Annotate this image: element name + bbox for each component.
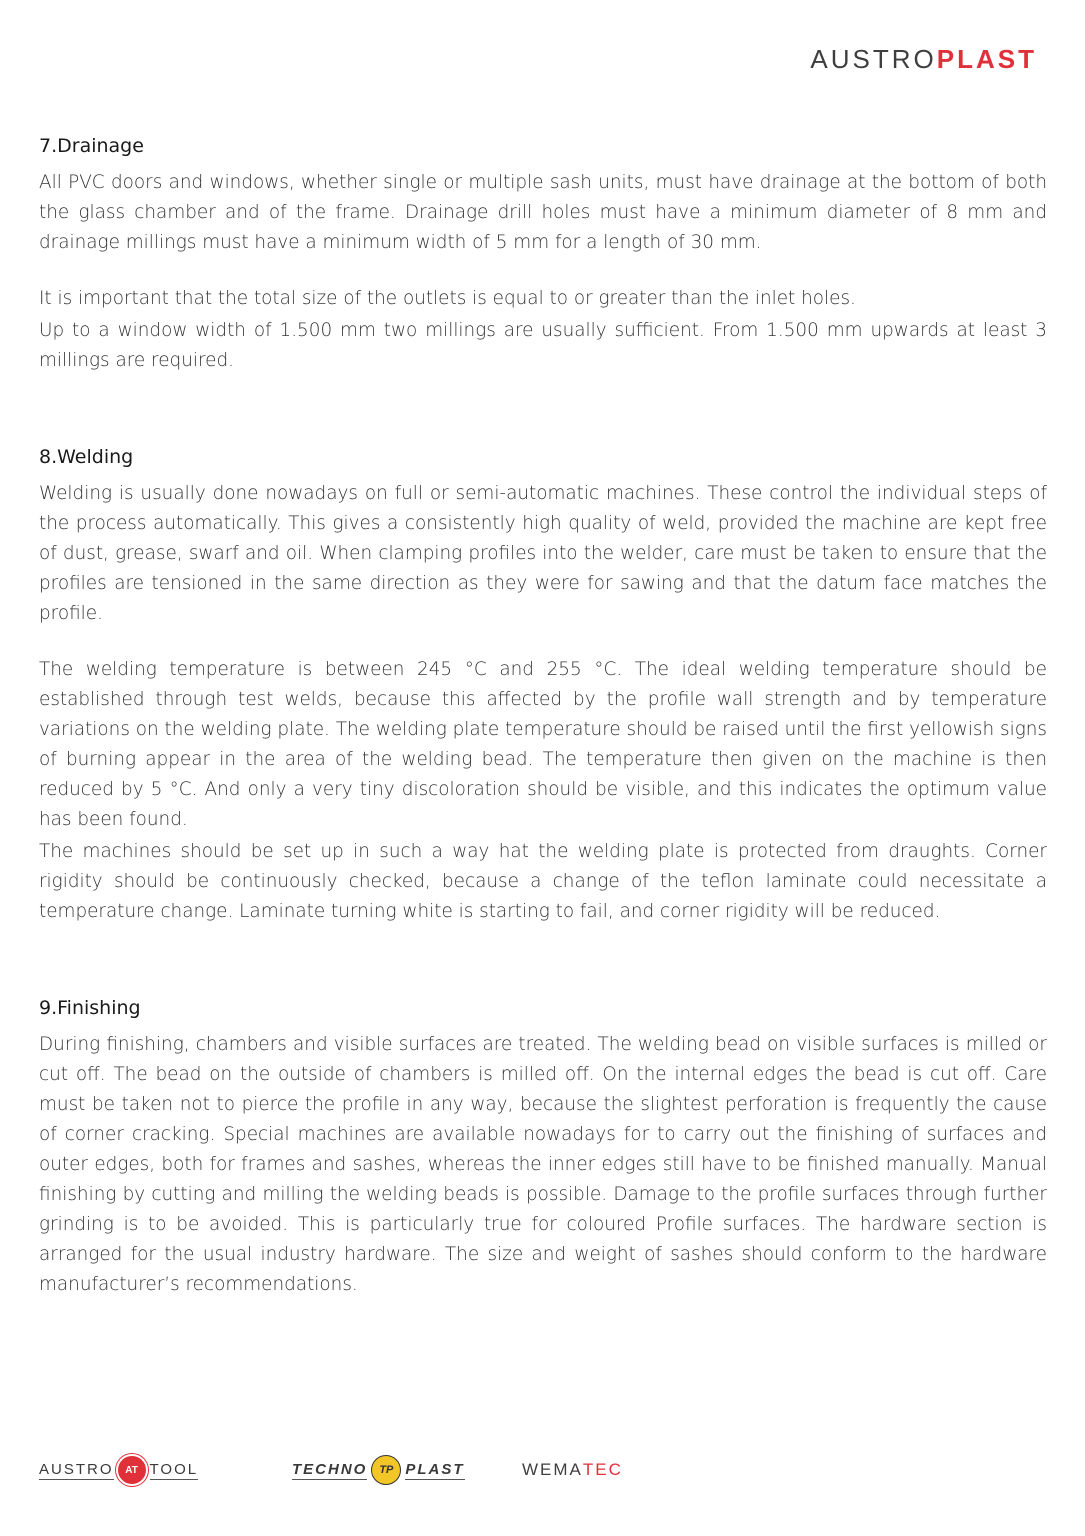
paragraph: The machines should be set up in such a way hat the welding plate is protected from draughts. Corner rigidity should be continuously checked, because a change of the teflon laminate could necessitate a temperature change. Laminate turning white is starting to fail, and corner rigidity will be reduced.: [39, 841, 1047, 922]
paragraph: The welding temperature is between 245 °C and 255 °C. The ideal welding temperature should be established through test welds, because this affected by the profile wall strength and by temperature variations on the welding plate. The welding plate temperature should be raised until the first yellowish signs of burning appear in the area of the welding bead. The temperature then given on the machine is then reduced by 5 °C. And only a very tiny discoloration should be visible, and this indicates the optimum value has been found.: [39, 659, 1047, 830]
document-body: [39, 132, 1047, 1300]
logo-text: TECHNO: [292, 1460, 368, 1478]
section-heading: 7.Drainage: [39, 135, 144, 157]
austrotool-logo: [39, 1450, 198, 1490]
logo-text: AUSTRO: [39, 1460, 114, 1478]
wematec-logo: [522, 1450, 623, 1490]
paragraph: During finishing, chambers and visible surfaces are treated. The welding bead on visible surfaces is milled or cut off. The bead on the outside of chambers is milled off. On the internal edges the bead is cut off. Care must be taken not to pierce the profile in any way, because the slightest perforation is frequently the cause of corner cracking. Special machines are available nowadays for to carry out the finishing of surfaces and outer edges, both for frames and sashes, whereas the inner edges still have to be finished manually. Manual finishing by cutting and milling the welding beads is possible. Damage to the profile surfaces through further grinding is to be avoided. This is particularly true for coloured Profile surfaces. The hardware section is arranged for the usual industry hardware. The size and weight of sashes should conform to the hardware manufacturer’s recommendations.: [39, 1034, 1047, 1295]
section-heading: 8.Welding: [39, 446, 134, 468]
section-finishing: [39, 994, 1047, 1300]
paragraph: All PVC doors and windows, whether single or multiple sash units, must have drainage at the bottom of both the glass chamber and of the frame. Drainage drill holes must have a minimum diameter of 8 mm and drainage millings must have a minimum width of 5 mm for a length of 30 mm.: [39, 172, 1047, 253]
tp-mark-icon: TP: [371, 1455, 401, 1485]
paragraph: It is important that the total size of the outlets is equal to or greater than the inlet holes.: [39, 288, 856, 309]
logo-text: TEC: [582, 1460, 623, 1479]
section-welding: [39, 443, 1047, 927]
footer-logos: [39, 1450, 739, 1490]
brand-part-1: AUSTRO: [810, 44, 937, 74]
logo-text: TOOL: [149, 1460, 199, 1478]
section-drainage: [39, 132, 1047, 376]
technoplast-logo: [292, 1450, 465, 1490]
paragraph: Up to a window width of 1.500 mm two millings are usually sufficient. From 1.500 mm upwards at least 3 millings are required.: [39, 320, 1047, 371]
logo-text: WEMA: [522, 1460, 583, 1479]
brand-part-2: PLAST: [936, 44, 1037, 74]
at-mark-icon: AT: [116, 1454, 148, 1486]
logo-text: PLAST: [405, 1460, 465, 1478]
austroplast-logo: [810, 44, 1037, 75]
paragraph: Welding is usually done nowadays on full or semi-automatic machines. These control the individual steps of the process automatically. This gives a consistently high quality of weld, provided the machine are kept free of dust, grease, swarf and oil. When clamping profiles into the welder, care must be taken to ensure that the profiles are tensioned in the same direction as they were for sawing and that the datum face matches the profile.: [39, 483, 1047, 624]
section-heading: 9.Finishing: [39, 997, 141, 1019]
